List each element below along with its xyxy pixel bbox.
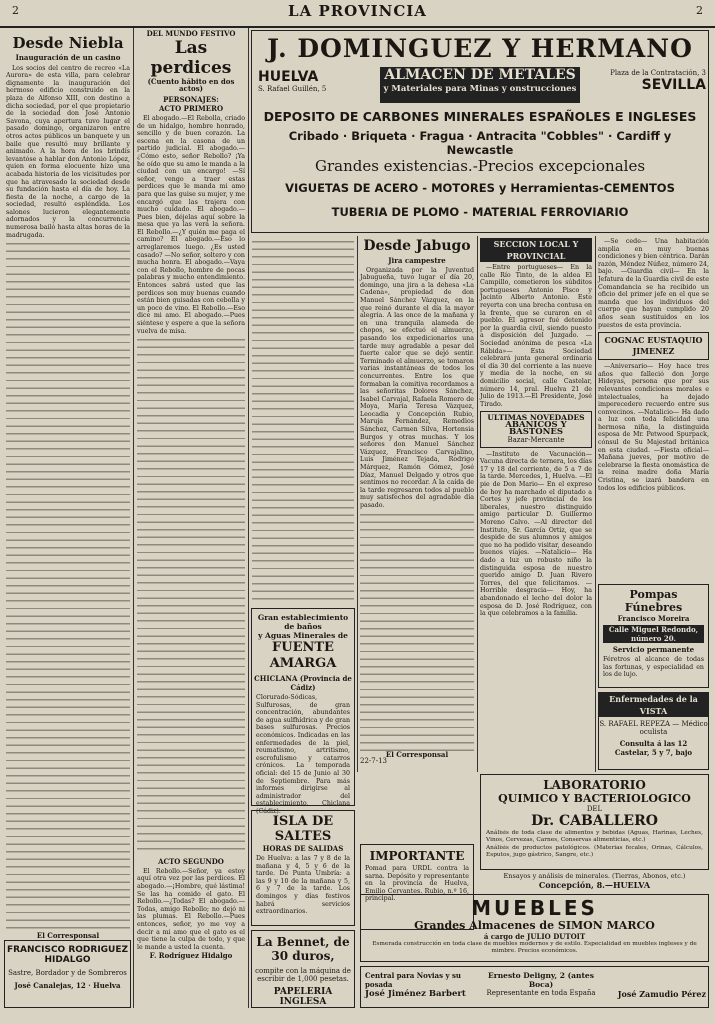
ad-pompas-funebres (598, 584, 709, 688)
ad-shop: PAPELERIA INGLESA (273, 987, 333, 1007)
ad-body: Pomad para URDL contra la sarna. Depósito y representante en la provincia de Huelva, Emilio Cervantes. Rubio, n.º 16, principal. (365, 865, 469, 903)
article-body: Organizada por la Juventud Jabugueña, tuvo lugar el día 20, domingo, una jira a la dehesa «La Cadena», propiedad de don Manuel Sánchez Vázquez, en la que reinó durante el día la mayor alegría. A las once de la mañana y en una tranquila alameda de chopos, se efectuó el almuerzo, pasando los expedicionarios una tarde muy agradable a pesar del fuerte calor que se dejó sentir. Terminado el almuerzo, se tomaron varias instantáneas de todos los concurrentes. Entre los que formaban la comitiva recordamos a las señoritas Dolores Sánchez, Isabel Carvajal, Rafaela Romero de Moya, María Teresa Vázquez, Leocadia y Concepción Rubio, Maruja Fernández, Remedios Sánchez, Carmen Silva, Hortensia Burgos y otras muchas. Y los señores don Manuel Sánchez Vázquez, Francisco Carvajalino, Luis Jiménez Tejada, Rodrigo Márquez, Ramón Gómez, José Díaz, Manuel Delgado y otros que sentimos no recordar. A la caída de la tarde regresaron todos al pueblo muy satisfechos del agradable día pasado. (360, 266, 474, 509)
section-se-cede (598, 238, 709, 580)
banner-subtitle: y Materiales para Minas y onstrucciones (383, 84, 577, 94)
section-body: —Entre portugueses— En la calle Río Tinto, de la aldea El Campillo, cometieron los súbditos portugueses Antonio Pisco y Jacinto Alberto Antonio. Este reyerta con una brecha contusa en la frente, que se curaron en el pueblo. El agresor fué detenido por la guardia civil, siendo puesto a disposición del Juzgado. —Sociedad anónima de pesca «La Rábida»— Esta Sociedad celebrará junta general ordinaria el día 30 del corriente a las nueve y media de la noche, en su domicilio social, calle Castelar, número 14, pral. Huelva 21 de Julio de 1913.—El Presidente, José Tirado. (480, 264, 592, 408)
ad-title-line-1: Gran establecimiento de baños (257, 613, 349, 631)
ad-right: José Zamudio Pérez (617, 989, 706, 999)
column-rule (133, 28, 134, 1008)
ad-mid-1: Ernesto Deligny, 2 (antes Boca) (488, 971, 594, 989)
ad-title-line-2: y Aguas Minerales de (258, 631, 348, 640)
ad-title: ISLA DE SALTES (272, 814, 334, 844)
branch-huelva (258, 69, 378, 99)
ad-line: ABANICOS Y BASTONES (505, 419, 567, 438)
street-huelva: S. Rafael Guillén, 5 (258, 85, 327, 93)
article-kicker: DEL MUNDO FESTIVO (146, 29, 236, 38)
coal-types: Cribado · Briqueta · Fragua · Antracita "Cobbles" · Cardiff y Newcastle (288, 129, 672, 157)
article-body: Los socios del centro de recreo «La Aurora» de esta villa, para celebrar dignamente la inauguración del hermoso edificio construido en la plaza de Alfonso XIII, con destino a dicha sociedad, por el que propietario de la sociedad don José Antonio Savona, cuya apertura tuvo lugar el pasado domingo, organizaron entre otros actos públicos un banquete y un baile que resultó muy brillante y animado. A la hora de los brindis levantóse a hablar don Antonio López, quien en forma elocuente hizo una acabada historia de los vicisitudes por que ha atravesado la sociedad desde su fundación hasta el día de hoy. La fiesta de la noche, a cargo de la sociedad, resultó espléndida. Los salones lucieron elegantemente adornados y la concurrencia numerosa bailó hasta altas horas de la madrugada. (6, 64, 130, 239)
article-signature: F. Rodríguez Hidalgo (149, 951, 233, 961)
article-title: Desde Jabugo (363, 238, 471, 254)
ad-address: José Canalejas, 12 · Huelva (14, 981, 121, 990)
article-title: Desde Niebla (12, 34, 124, 52)
ad-name: FRANCISCO RODRIGUEZ HIDALGO (6, 945, 129, 965)
street-sevilla: Plaza de la Contratación, 3 (610, 69, 706, 77)
article-subtitle: (Cuento hábito en dos actos) (147, 76, 235, 94)
personajes-title: PERSONAJES: (163, 94, 219, 104)
ad-muebles (360, 894, 709, 962)
ad-title: MUEBLES (471, 896, 598, 920)
article-las-perdices (137, 30, 245, 1005)
ad-title-line-3: FUENTE AMARGA (269, 640, 337, 671)
article-body-continued (360, 511, 474, 751)
ad-note: Servicio permanente (612, 645, 695, 654)
article-signature: El Corresponsal (36, 931, 100, 941)
article-subtitle: Inauguración de un casino (15, 53, 121, 62)
ad-title-2: QUIMICO Y BACTERIOLOGICO (498, 792, 691, 805)
ad-bottom-strip (360, 966, 709, 1008)
act-title: ACTO PRIMERO (158, 104, 224, 114)
ad-title-4: Dr. CABALLERO (531, 813, 658, 829)
page-header (0, 0, 715, 28)
ad-subtitle: HORAS DE SALIDAS (262, 844, 344, 853)
ad-left-2: José Jiménez Barbert (365, 989, 466, 999)
ad-title: Pompas Fúnebres (624, 588, 683, 614)
column-rule (477, 236, 478, 772)
ad-subtitle: Grandes Almacenes de SIMON MARCO (414, 919, 655, 932)
ad-place: CHICLANA (Provincia de Cádiz) (254, 674, 352, 692)
article-desde-jabugo (360, 238, 474, 838)
ad-body-2: Análisis de productos patológicos. (Materias fecales, Orinas, Cálculos, Esputos, jugo gástrico, Sangre, etc.) (486, 845, 703, 858)
ad-doctor: S. RAFAEL REPEZA — Médico oculista (599, 720, 708, 736)
tuberia-line: TUBERIA DE PLOMO - MATERIAL FERROVIARIO (331, 205, 629, 219)
page-number: 2 (12, 4, 19, 17)
ad-body: Esmerada construcción en toda clase de muebles modernos y de estilo. Especialidad en muebles ingleses y de mimbre. Precios económicos. (372, 941, 697, 954)
ad-mid-2: Representante en toda España (486, 989, 596, 997)
section-body-continued: —Aniversario— Hoy hace tres años que falleció don Jorge Hideyas, persona que por sus relevantes condiciones morales e intelectuales, ha dejado imperecedero recuerdo entre sus convecinos. —Natalicio— Ha dado a luz con toda felicidad una hermosa niña, la distinguida esposa de Mr. Petwood Spurpack, cónsul de Su Majestad británica en esta ciudad. —Fiesta oficial— Mañana jueves, por motivo de celebrarse la fiesta onomástica de la reina madre doña María Cristina, se izará bandera en todos los edificios públicos. (598, 363, 709, 492)
ad-address: Castelar, 5 y 7, bajo (614, 748, 693, 757)
column-rule (595, 236, 596, 772)
ad-title: Enfermedades de la VISTA (599, 693, 708, 717)
ad-fuente-amarga (251, 608, 355, 815)
act-two-title: ACTO SEGUNDO (158, 857, 224, 867)
ad-cognac: COGNAC EUSTAQUIO JIMENEZ (598, 332, 709, 360)
ad-title-3: DEL (586, 805, 603, 813)
article-body-continued (252, 238, 354, 606)
coal-deposit: DEPOSITO DE CARBONES MINERALES ESPAÑOLES E INGLESES (263, 109, 697, 124)
article-las-perdices-continued (252, 238, 354, 606)
column-rule (248, 28, 249, 1008)
banner-title: ALMACEN DE METALES (384, 67, 576, 83)
section-local-provincial (480, 238, 592, 768)
metal-banner (380, 67, 580, 103)
existences-line: Grandes existencias.-Precios excepcionales (314, 157, 646, 175)
article-body-act-two: El Rebollo.—Señor, ya estoy aquí otra vez por las perdices. El abogado.—¡Hombre, qué lástima! Se las ha comido el gato. El Rebollo.—¿Todas? El abogado.—Todas, amigo Rebollo; no dejó ni las plumas. El Rebollo.—Pues entonces, señor, yo me voy a decir a mi amo que el gato es el que tiene la culpa de todo, y que le mande a usted la cuenta. (137, 867, 245, 951)
article-body-continued (6, 240, 130, 930)
article-date: 22-7-13 (360, 757, 387, 766)
ad-laboratorio-footer (480, 872, 709, 892)
column-rule (357, 236, 358, 772)
page-number-right: 2 (696, 4, 703, 17)
ad-la-bennet (251, 930, 355, 1008)
masthead: LA PROVINCIA (288, 2, 427, 20)
city-sevilla: SEVILLA (641, 77, 706, 93)
ad-cargo: á cargo de JULIO DUTOIT (483, 932, 586, 941)
ad-title: IMPORTANTE (369, 849, 465, 863)
ad-rodriguez-hidalgo (4, 940, 131, 1008)
article-subtitle: Jira campestre (388, 256, 446, 265)
ad-isla-saltes (251, 810, 355, 926)
ad-owner: Francisco Moreira (617, 614, 690, 623)
article-body: El abogado.—El Rebolla, criado de un hidalgo, hombre honrado, sencillo y de buen corazón. La escena en la casona de un partido judicial. El abogado.—¿Cómo esto, señor Rebollo? ¡Ya he oído que su amo le manda a la ciudad con un encargo! —Sí señor, vengo a traer estas perdices que le manda mi amo para que las guise su mujer, y me encargó que las trajera con mucho cuidado. El abogado.—Pues bien, déjelas aquí sobre la mesa que ya las verá la señora. El Rebollo.—¿Y quién me paga el camino? El abogado.—Eso lo arreglaremos luego. ¿Es usted casado? —No señor, soltero y con mucha honra. El abogado.—Vaya con el Rebollo, hombre de pocas palabras y mucho entendimiento. Entonces sabrá usted que las perdices son muy buenas cuando están bien guisadas con cebolla y un poco de vino. El Rebollo.—Eso dice mi amo. El abogado.—Pues siéntese y espere a que la señora vuelva de misa. (137, 114, 245, 335)
section-body-continued: —Instituto de Vacunación— Vacuna directa de ternera, los días 17 y 18 del corriente, de 5 a 7 de la tarde. Mercedes, 1, Huelva. —El pie de Don Mario— En el expreso de hoy ha marchado el diputado a Cortes y jefe provincial de los liberales, nuestro distinguido amigo particular D. Guillermo Moreno Calvo. —Al director del Instituto, Sr. García Ortiz, que se despide de sus alumnos y amigos que no ha podido visitar, deseando buenos viajes. —Natalicio— Ha dado a luz un robusto niño la distinguida esposa de nuestro querido amigo D. Juan Rivero Torres, del que felicitamos. —Horrible desgracia— Hoy, ha abandonado el lecho del dolor la esposa de D. José Rodríguez, con la que celebramos a la familia. (480, 450, 592, 618)
ad-body-3: Ensayos y análisis de minerales. (Tierras, Abonos, etc.) (503, 872, 686, 880)
ad-body: De Huelva: a las 7 y 8 de la mañana y 4, 5 y 6 de la tarde. De Punta Umbría: a las 9 y 10 de la mañana y 5, 6 y 7 de la tarde. Los domingos y días festivos habrá servicios extraordinarios. (256, 855, 350, 916)
ad-body: compite con la máquina de escribir de 1,000 pesetas. (255, 967, 351, 983)
ad-title: ULTIMAS NOVEDADES (487, 413, 585, 423)
article-body-continued (137, 336, 245, 856)
ad-hours: Consulta á las 12 (619, 739, 688, 748)
branch-sevilla (584, 69, 706, 99)
ad-title-1: LABORATORIO (543, 778, 646, 792)
ad-title: La Bennet, de 30 duros, (256, 935, 350, 963)
ad-laboratorio (480, 774, 709, 870)
ad-dominguez-hermano (251, 30, 709, 233)
ad-title: J. DOMINGUEZ Y HERMANO (267, 34, 693, 63)
ad-abanicos (480, 411, 592, 447)
ad-address: Calle Miguel Redondo, número 20. (603, 625, 704, 643)
section-title: SECCION LOCAL Y PROVINCIAL (480, 238, 592, 262)
article-desde-niebla (6, 30, 130, 941)
ad-body: Clorurado-Sódicas, Sulfurosas, de gran concentración, abundantes de agua sulfhídrica y de gran bases sulfurosas. Precios económicos. Indicadas en las enfermedades de la piel, reumatismo, artritismo, escrofulismo y catarros crónicos. La temporada oficial: del 15 de Junio al 30 de Septiembre. Para más informes dirigirse al administrador del establecimiento, Chiclana (Cádiz). (256, 694, 350, 815)
ad-owner: Bazar-Mercante (507, 436, 565, 445)
ad-body-1: Análisis de toda clase de alimentos y bebidas (Aguas, Harinas, Leches, Vinos, Cervezas, Carnes, Conservas alimenticias, etc.) (486, 830, 703, 843)
ad-enfermedades-vista (598, 692, 709, 770)
ad-address: Concepción, 8.—HUELVA (538, 880, 651, 890)
ad-left-1: Central para Novias y su posada (365, 971, 462, 989)
article-signature: El Corresponsal (385, 749, 449, 759)
article-title: Las perdices (150, 37, 232, 78)
section-body: —Se cede— Una habitación amplia en muy buenas condiciones y bien céntrica. Darán razón, Méndez Núñez, número 24, bajo. —Guardia civil— En la Jefatura de la Guardia civil de este Comandancia se ha recibido un oficio del primer jefe en el que se manda que los individuos del cuerpo que hayan cumplido 20 años sean sustituidos en los puestos de esta provincia. (598, 238, 709, 329)
city-huelva: HUELVA (258, 69, 319, 85)
vigas-line: VIGUETAS DE ACERO - MOTORES y Herramientas-CEMENTOS (285, 181, 675, 195)
ad-body: Féretros al alcance de todas las fortunas, y especialidad en los de lujo. (603, 656, 704, 679)
ad-line: Sastre, Bordador y de Sombreros (8, 969, 127, 977)
